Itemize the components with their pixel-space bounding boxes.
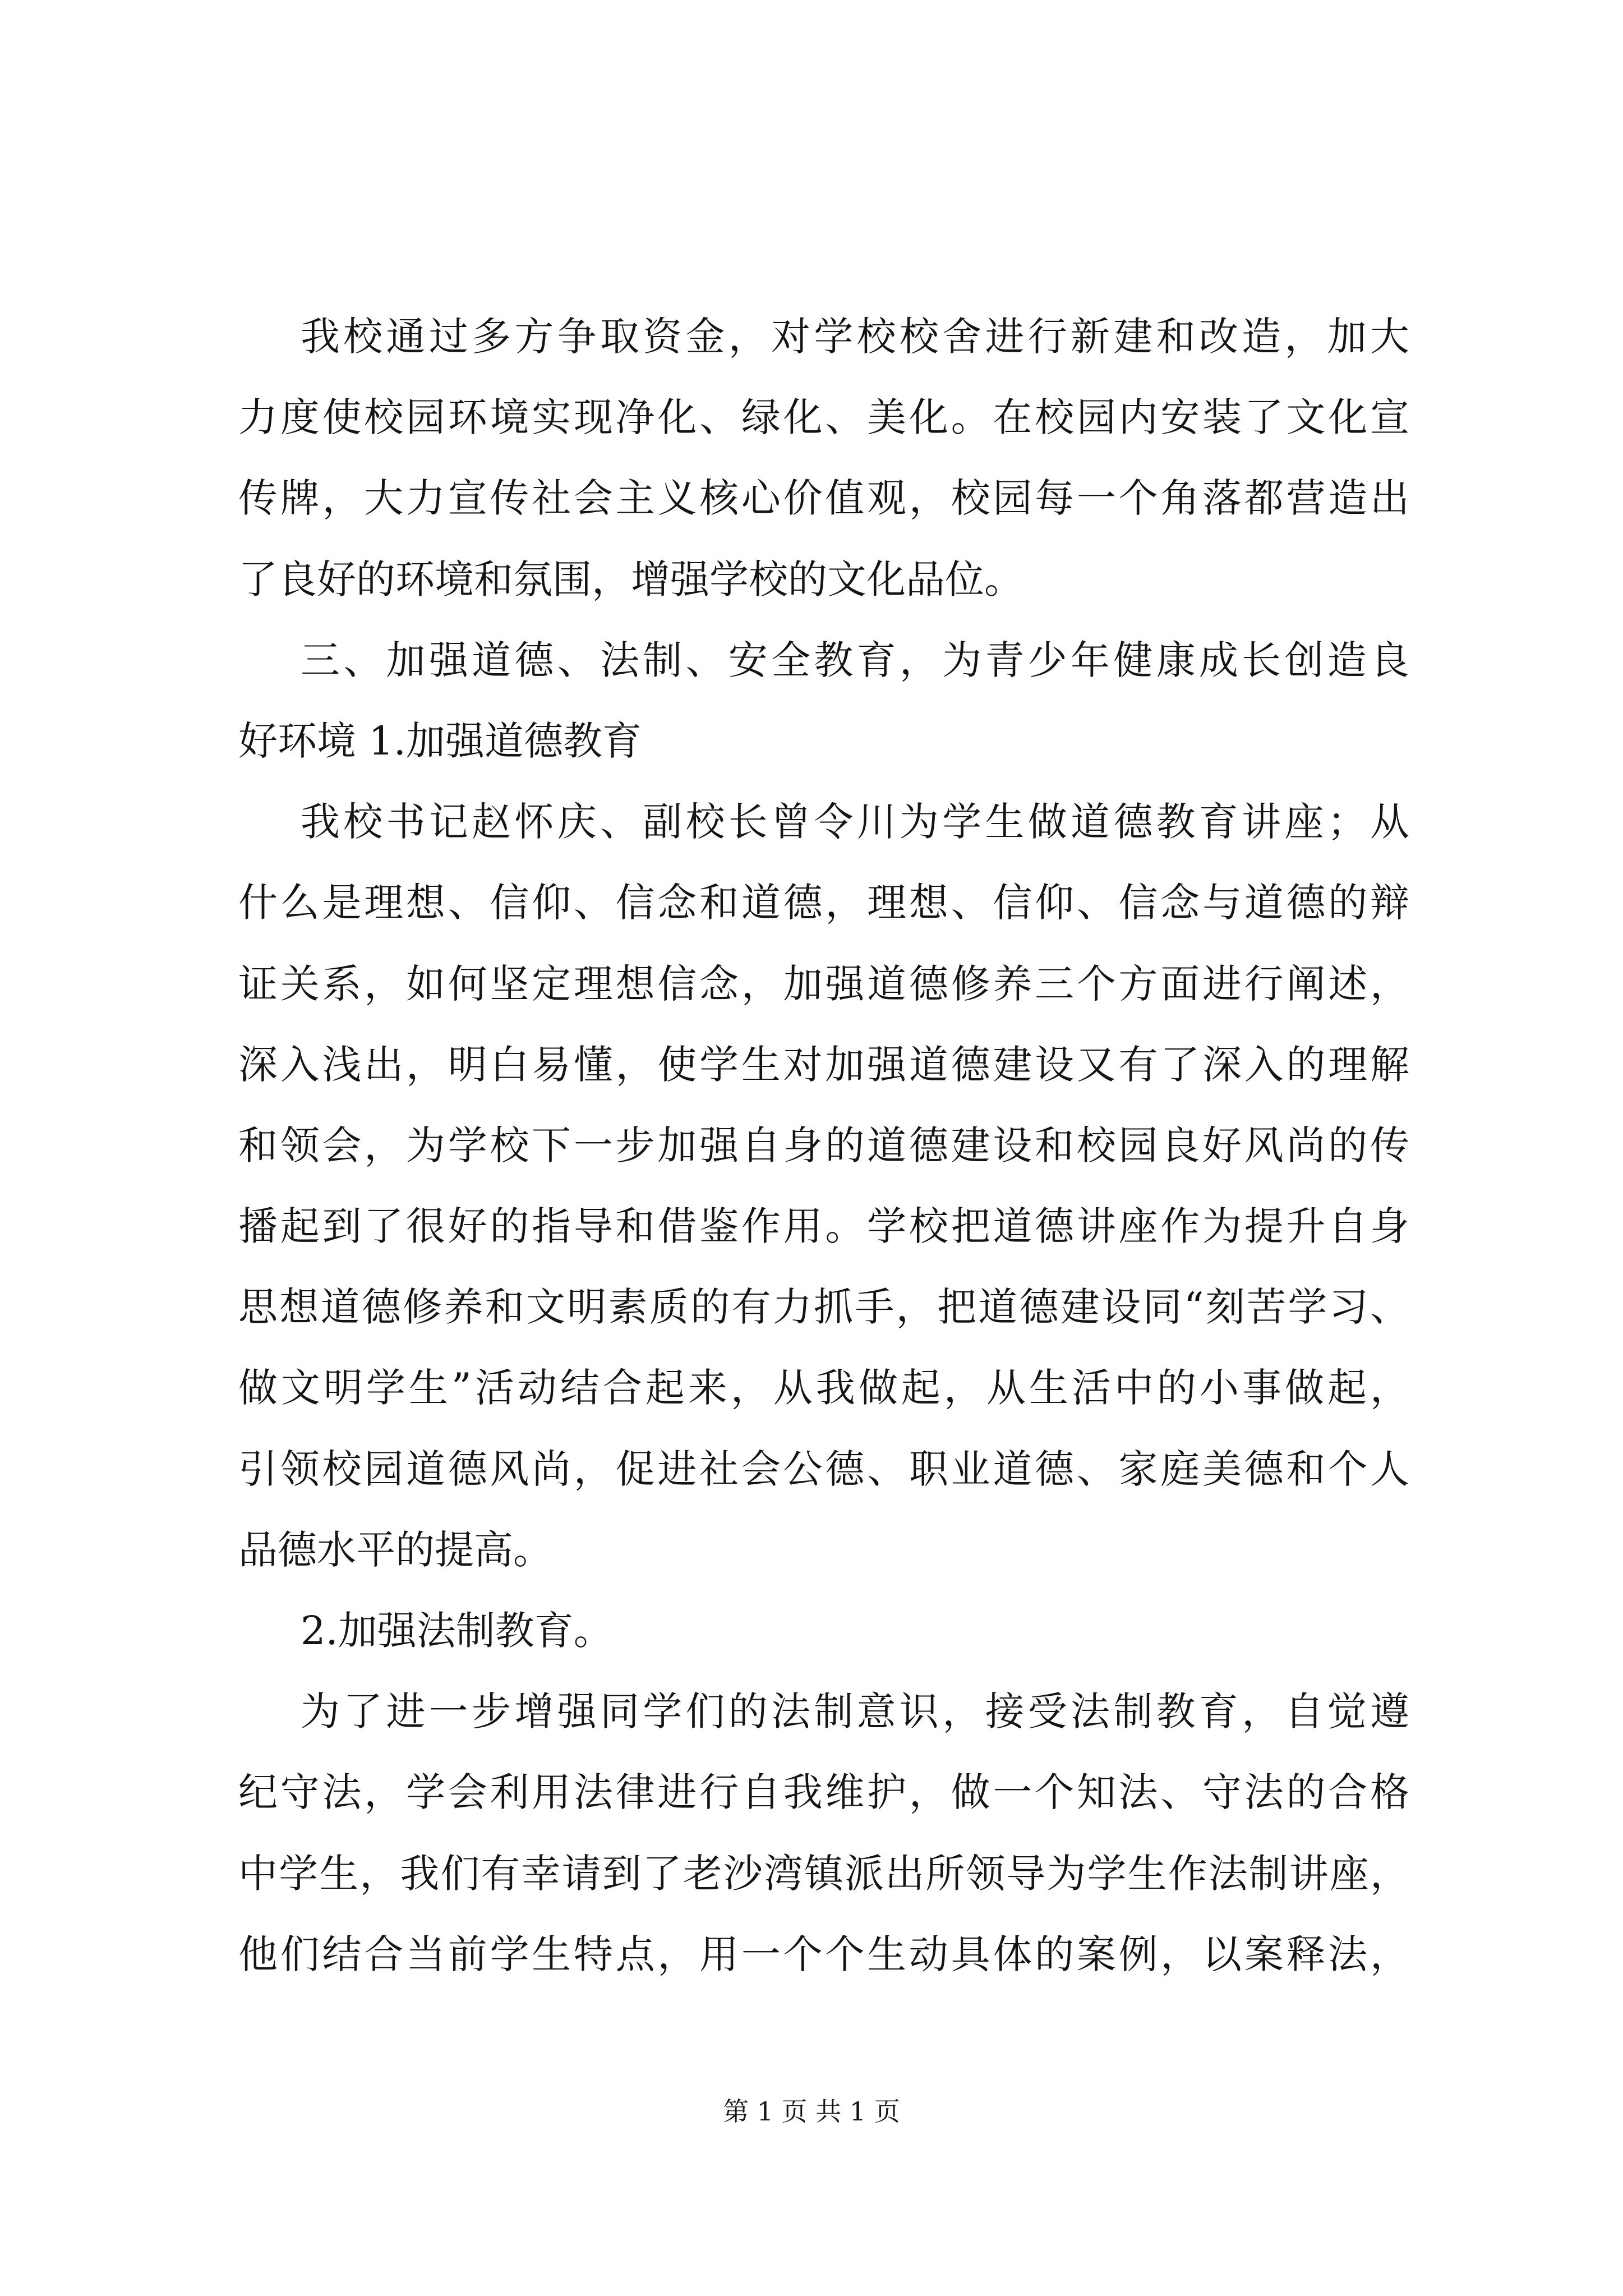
text-line: 三、加强道德、法制、安全教育，为青少年健康成长创造良 [301, 637, 1409, 683]
text-line: 引领校园道德风尚，促进社会公德、职业道德、家庭美德和个人 [238, 1446, 1409, 1492]
text-line: 证关系，如何坚定理想信念，加强道德修养三个方面进行阐述， [238, 960, 1409, 1007]
text-line: 纪守法，学会利用法律进行自我维护，做一个知法、守法的合格 [238, 1769, 1409, 1816]
paragraph [238, 781, 1409, 1590]
text-line: 我校通过多方争取资金，对学校校舍进行新建和改造，加大 [301, 314, 1409, 360]
subheading [238, 1590, 1409, 1671]
document-body [238, 296, 1409, 1995]
text-line: 为了进一步增强同学们的法制意识，接受法制教育，自觉遵 [301, 1688, 1409, 1735]
text-line: 深入浅出，明白易懂，使学生对加强道德建设又有了深入的理解 [238, 1041, 1409, 1088]
text-line: 力度使校园环境实现净化、绿化、美化。在校园内安装了文化宣 [238, 394, 1409, 441]
page-indicator: 第 1 页 共 1 页 [723, 2096, 900, 2127]
text-line: 品德水平的提高。 [238, 1526, 552, 1573]
text-line: 2.加强法制教育。 [301, 1608, 613, 1654]
text-line: 我校书记赵怀庆、副校长曾令川为学生做道德教育讲座；从 [301, 799, 1409, 845]
text-line: 思想道德修养和文明素质的有力抓手，把道德建设同“刻苦学习、 [238, 1284, 1409, 1331]
text-line: 他们结合当前学生特点，用一个个生动具体的案例，以案释法， [238, 1931, 1409, 1977]
section-heading [238, 620, 1409, 781]
page-footer [0, 2095, 1623, 2128]
text-line: 做文明学生”活动结合起来，从我做起，从生活中的小事做起， [238, 1365, 1409, 1411]
paragraph [238, 296, 1409, 620]
paragraph [238, 1671, 1409, 1995]
text-line: 什么是理想、信仰、信念和道德，理想、信仰、信念与道德的辩 [238, 880, 1409, 926]
text-line: 好环境 1.加强道德教育 [238, 717, 642, 764]
text-line: 中学生，我们有幸请到了老沙湾镇派出所领导为学生作法制讲座， [238, 1850, 1409, 1897]
text-line: 播起到了很好的指导和借鉴作用。学校把道德讲座作为提升自身 [238, 1203, 1409, 1250]
text-line: 了良好的环境和氛围，增强学校的文化品位。 [238, 556, 1023, 602]
text-line: 传牌，大力宣传社会主义核心价值观，校园每一个角落都营造出 [238, 475, 1409, 522]
text-line: 和领会，为学校下一步加强自身的道德建设和校园良好风尚的传 [238, 1122, 1409, 1168]
